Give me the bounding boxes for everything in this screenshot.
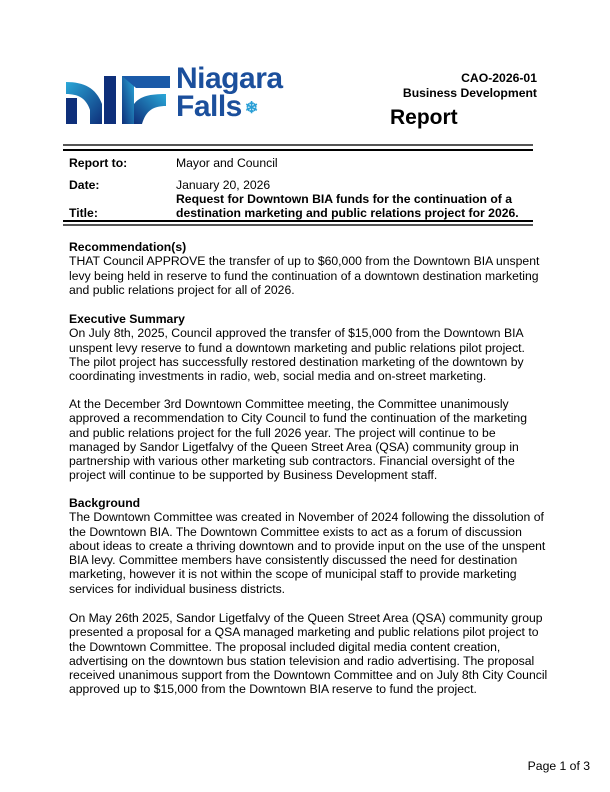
section-recommendation: [69, 240, 549, 297]
niagara-falls-logo: [66, 62, 306, 126]
executive-summary-p1: On July 8th, 2025, Council approved the transfer of $15,000 from the Downtown BIA unspent levy reserve to fund a downtown marketing and public relations pilot project. The pilot project has successfully restored destination marketing of the downtown by coordinating investments in radio, web, social media and on-street marketing.: [69, 326, 525, 384]
background-p1: The Downtown Committee was created in November of 2024 following the dissolution of the Downtown BIA. The Downtown Committee exists to act as a forum of discussion about ideas to create a thriving downtown and to provide input on the use of the unspent BIA levy. Committee members have consistently discussed the need for destination marketing, however it is not within the scope of municipal staff to provide marketing services for individual business districts.: [69, 510, 546, 596]
page-number: Page 1 of 3: [527, 759, 590, 773]
report-number: CAO-2026-01: [461, 71, 537, 85]
executive-summary-p2: At the December 3rd Downtown Committee meeting, the Committee unanimously approved a recommendation to City Council to fund the continuation of the marketing and public relations project for the full 2026 year. The project will continue to be managed by Sandor Ligetfalvy of the Queen Street Area (QSA) community group in partnership with various other marketing sub contractors. Financial oversight of the project will continue to be supported by Business Development staff.: [69, 397, 527, 483]
executive-summary-heading: Executive Summary: [69, 312, 185, 326]
logo-line-2: Falls: [176, 90, 242, 123]
recommendation-heading: Recommendation(s): [69, 240, 187, 254]
date-value: January 20, 2026: [176, 178, 271, 192]
nf-logo-mark-icon: [66, 74, 170, 124]
doc-type-heading: Report: [390, 106, 458, 129]
section-executive-summary-2: [69, 397, 549, 483]
logo-wordmark: [176, 62, 283, 123]
title-line-2: destination marketing and public relations project for 2026.: [176, 206, 519, 220]
department: Business Development: [402, 86, 537, 100]
recommendation-text: THAT Council APPROVE the transfer of up to $60,000 from the Downtown BIA unspent levy being held in reserve to fund the continuation of a downtown destination marketing and public relations project for all of 2026.: [69, 254, 540, 297]
logo-line-1: Niagara: [176, 62, 283, 95]
header-rule-bottom: [63, 220, 533, 226]
section-background: [69, 496, 549, 596]
report-to-value: Mayor and Council: [176, 156, 278, 170]
background-p2: On May 26th 2025, Sandor Ligetfalvy of the Queen Street Area (QSA) community group presented a proposal for a QSA managed marketing and public relations pilot project to the Downtown Committee. The proposal included digital media content creation, advertising on the downtown bus station television and radio advertising. The proposal received unanimous support from the Downtown Committee and on July 8th City Council approved up to $15,000 from the Downtown BIA reserve to fund the project.: [69, 611, 548, 697]
header-rule-top: [63, 144, 533, 151]
maple-leaf-icon: ❄: [244, 100, 258, 117]
date-label: Date:: [69, 178, 100, 192]
section-executive-summary: [69, 312, 549, 383]
section-background-2: [69, 611, 549, 697]
report-reference: [403, 71, 537, 101]
background-heading: Background: [69, 496, 141, 510]
title-line-1: Request for Downtown BIA funds for the continuation of a: [176, 192, 513, 206]
report-to-label: Report to:: [69, 156, 128, 170]
title-label: Title:: [69, 206, 98, 220]
